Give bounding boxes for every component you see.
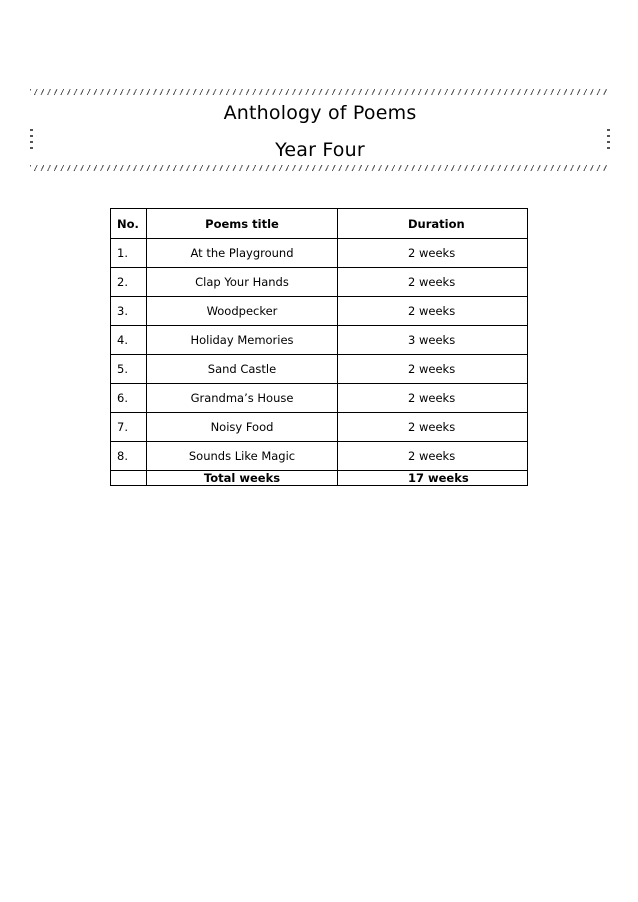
table-row — [111, 413, 528, 442]
cell-no: 2. — [111, 268, 147, 297]
table-row — [111, 268, 528, 297]
cell-no-empty — [111, 471, 147, 486]
cell-title: Woodpecker — [147, 297, 338, 326]
cell-title: Grandma’s House — [147, 384, 338, 413]
table-row — [111, 355, 528, 384]
cell-duration: 2 weeks — [338, 297, 528, 326]
table-row — [111, 384, 528, 413]
document-title: Anthology of Poems — [223, 102, 417, 124]
document-subtitle: Year Four — [275, 139, 365, 161]
cell-no: 4. — [111, 326, 147, 355]
cell-no: 3. — [111, 297, 147, 326]
cell-no: 1. — [111, 239, 147, 268]
cell-title: Holiday Memories — [147, 326, 338, 355]
table-header-row — [111, 209, 528, 239]
cell-no: 7. — [111, 413, 147, 442]
table-total-row — [111, 471, 528, 486]
cell-duration: 2 weeks — [338, 442, 528, 471]
cell-no: 8. — [111, 442, 147, 471]
cell-title: Noisy Food — [147, 413, 338, 442]
decorative-border-top — [30, 89, 610, 95]
cell-title: Sounds Like Magic — [147, 442, 338, 471]
table-row — [111, 239, 528, 268]
cell-no: 6. — [111, 384, 147, 413]
poems-table — [110, 208, 528, 486]
header-title: Poems title — [147, 209, 338, 239]
cell-title: Sand Castle — [147, 355, 338, 384]
cell-title: Clap Your Hands — [147, 268, 338, 297]
table-row — [111, 326, 528, 355]
header-no: No. — [111, 209, 147, 239]
cell-duration: 2 weeks — [338, 268, 528, 297]
cell-title: At the Playground — [147, 239, 338, 268]
cell-duration: 2 weeks — [338, 384, 528, 413]
cell-duration: 2 weeks — [338, 239, 528, 268]
total-value: 17 weeks — [338, 471, 528, 486]
cell-no: 5. — [111, 355, 147, 384]
table-row — [111, 442, 528, 471]
title-box — [30, 89, 610, 171]
cell-duration: 2 weeks — [338, 413, 528, 442]
cell-duration: 3 weeks — [338, 326, 528, 355]
decorative-border-bottom — [30, 165, 610, 171]
table-row — [111, 297, 528, 326]
header-duration: Duration — [338, 209, 528, 239]
cell-duration: 2 weeks — [338, 355, 528, 384]
total-label: Total weeks — [147, 471, 338, 486]
